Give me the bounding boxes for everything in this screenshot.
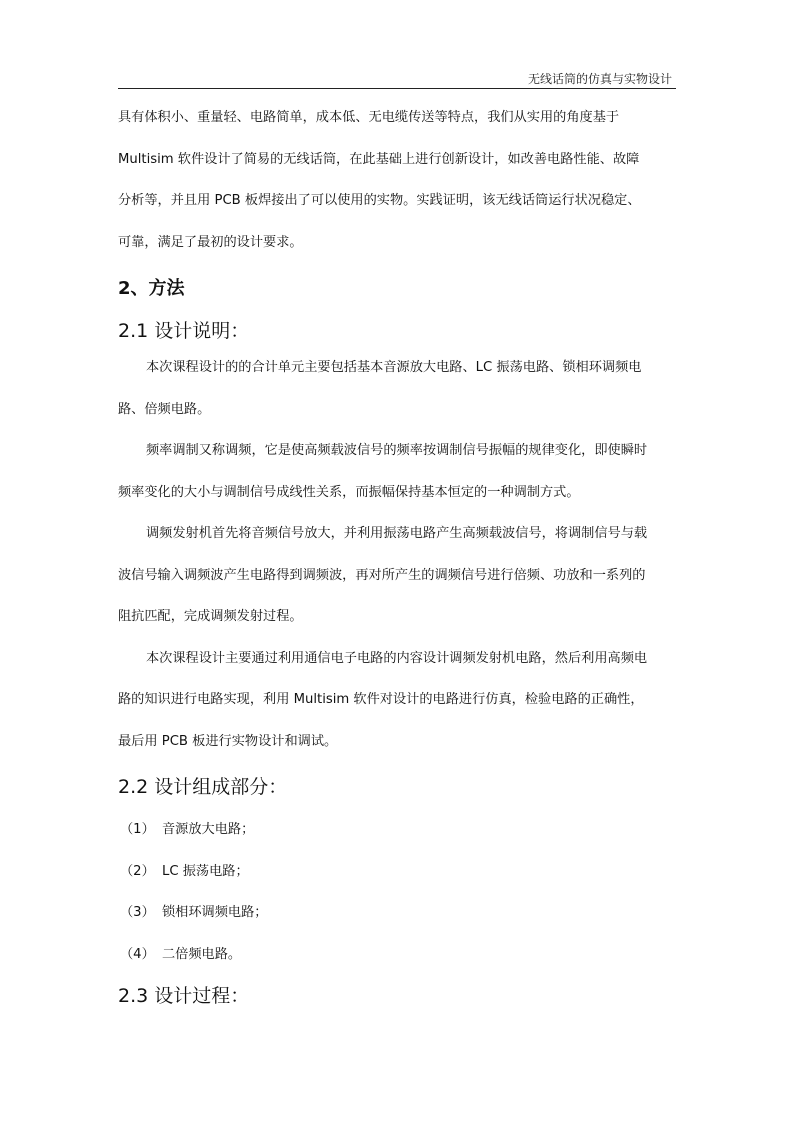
para1-line-1: 本次课程设计的的合计单元主要包括基本音源放大电路、LC 振荡电路、锁相环调频电 <box>146 360 642 375</box>
list-item-text: 音源放大电路； <box>162 822 255 837</box>
list-item-text: 二倍频电路。 <box>162 947 242 962</box>
intro-line-3: 分析等，并且用 PCB 板焊接出了可以使用的实物。实践证明，该无线话筒运行状况稳定、 <box>118 193 641 208</box>
section-2-heading: 2、方法 <box>118 278 185 299</box>
intro-line-2: Multisim 软件设计了简易的无线话筒，在此基础上进行创新设计，如改善电路性能、故障 <box>118 152 640 167</box>
list-item <box>120 901 268 920</box>
list-item-text: LC 振荡电路； <box>162 864 249 879</box>
list-item-number: （2） <box>120 864 155 879</box>
header-rule <box>118 88 676 89</box>
running-header-title: 无线话筒的仿真与实物设计 <box>527 72 672 86</box>
list-item <box>120 943 241 962</box>
section-2-2-heading: 2.2 设计组成部分： <box>118 776 288 798</box>
list-item <box>120 818 254 837</box>
list-item-text: 锁相环调频电路； <box>162 905 268 920</box>
para3-line-1: 调频发射机首先将音频信号放大，并利用振荡电路产生高频载波信号，将调制信号与载 <box>146 526 648 541</box>
para2-line-2: 频率变化的大小与调制信号成线性关系，而振幅保持基本恒定的一种调制方式。 <box>118 485 580 500</box>
intro-line-4: 可靠，满足了最初的设计要求。 <box>118 235 303 250</box>
para3-line-2: 波信号输入调频波产生电路得到调频波，再对所产生的调频信号进行倍频、功放和一系列的 <box>118 568 646 583</box>
para4-line-2: 路的知识进行电路实现，利用 Multisim 软件对设计的电路进行仿真，检验电路的正确性， <box>118 692 644 707</box>
list-item <box>120 860 249 879</box>
para1-line-2: 路、倍频电路。 <box>118 402 211 417</box>
list-item-number: （4） <box>120 947 155 962</box>
para4-line-3: 最后用 PCB 板进行实物设计和调试。 <box>118 734 338 749</box>
para4-line-1: 本次课程设计主要通过利用通信电子电路的内容设计调频发射机电路，然后利用高频电 <box>146 651 648 666</box>
para3-line-3: 阻抗匹配，完成调频发射过程。 <box>118 609 303 624</box>
list-item-number: （1） <box>120 822 155 837</box>
para2-line-1: 频率调制又称调频，它是使高频载波信号的频率按调制信号振幅的规律变化，即使瞬时 <box>146 443 648 458</box>
intro-line-1: 具有体积小、重量轻、电路简单，成本低、无电缆传送等特点，我们从实用的角度基于 <box>118 110 620 125</box>
section-2-3-heading: 2.3 设计过程： <box>118 985 250 1007</box>
section-2-1-heading: 2.1 设计说明： <box>118 320 250 342</box>
list-item-number: （3） <box>120 905 155 920</box>
